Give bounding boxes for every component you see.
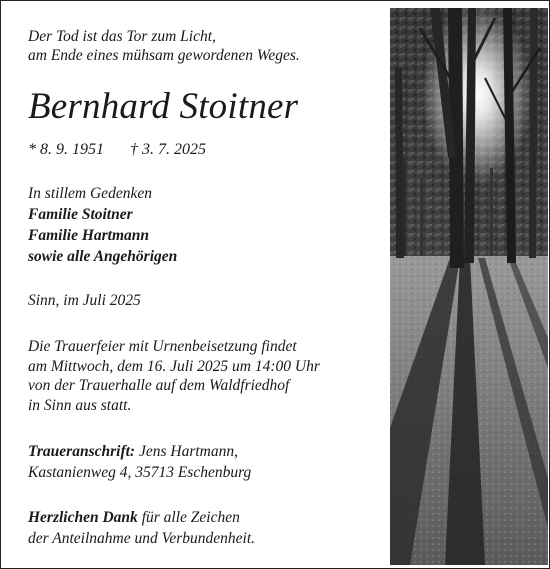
life-dates xyxy=(28,141,206,159)
thanks-bold: Herzlichen Dank xyxy=(28,509,138,526)
mourning-address xyxy=(28,441,251,483)
other-relatives: sowie alle Angehörigen xyxy=(28,248,178,265)
mourners-intro: In stillem Gedenken xyxy=(28,185,152,202)
death-date: † 3. 7. 2025 xyxy=(130,141,206,158)
address-street: Kastanienweg 4, 35713 Eschenburg xyxy=(28,464,252,481)
thanks-line-2: der Anteilnahme und Verbundenheit. xyxy=(28,530,256,547)
address-name: Jens Hartmann, xyxy=(138,443,238,460)
family-stoitner: Familie Stoitner xyxy=(28,206,133,223)
place-date: Sinn, im Juli 2025 xyxy=(28,292,141,309)
motto-line-1: Der Tod ist das Tor zum Licht, xyxy=(28,28,216,45)
address-label: Traueranschrift: xyxy=(28,443,136,460)
ceremony-line-2: am Mittwoch, dem 16. Juli 2025 um 14:00 Uhr xyxy=(28,357,320,375)
motto-verse xyxy=(28,27,300,65)
thanks-block xyxy=(28,507,255,549)
ceremony-info xyxy=(28,337,320,415)
motto-line-2: am Ende eines mühsam gewordenen Weges. xyxy=(28,47,300,64)
ceremony-line-3: von der Trauerhalle auf dem Waldfriedhof xyxy=(28,377,290,394)
birth-date: * 8. 9. 1951 xyxy=(28,141,104,158)
deceased-name: Bernhard Stoitner xyxy=(28,86,299,127)
mourners-block xyxy=(28,183,177,267)
family-hartmann: Familie Hartmann xyxy=(28,227,150,244)
ceremony-line-4: in Sinn aus statt. xyxy=(28,396,132,414)
ceremony-line-1: Die Trauerfeier mit Urnenbeisetzung findet xyxy=(28,338,297,355)
park-trees-image xyxy=(390,8,548,565)
thanks-line-1: für alle Zeichen xyxy=(141,509,240,526)
